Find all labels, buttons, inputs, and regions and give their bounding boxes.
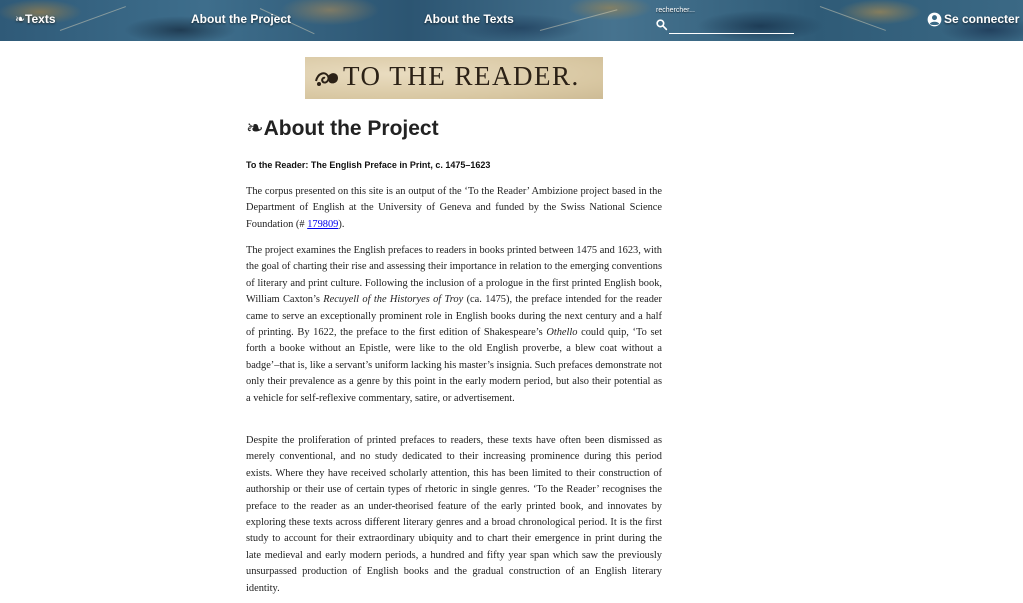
paragraph-text: could quip, ‘To set forth a booke without an Epistle, were like to the old English proverbe, a blew coat without a badge’–that is, like a servant’s uniform lacking his master’s insignia. Such prefaces demonstrate not only their prevalence as a genre by this point in the early modern period, but also their potential as a vehicle for self-reflexive commentary, satire, or advertisement. [246, 327, 662, 404]
search-label: rechercher... [656, 7, 695, 14]
nav-about-texts-link[interactable]: About the Texts [424, 12, 514, 26]
paragraph-text: The corpus presented on this site is an output of the ‘To the Reader’ Ambizione project based in the Department of English at the University of Geneva and funded by the Swiss National Science Foundation (# [246, 186, 662, 230]
fleuron-icon [313, 67, 341, 89]
paragraph-project [246, 243, 662, 407]
nav-texts-link[interactable]: ❧Texts [15, 12, 56, 26]
login-link[interactable]: Se connecter [944, 12, 1020, 26]
marble-vein [820, 6, 886, 31]
paragraph-intro [246, 184, 662, 233]
nav-about-project-link[interactable]: About the Project [191, 12, 292, 26]
paragraph-text: (ca. 1475), the preface intended for the reader came to serve an exceptionally prominent role in English books during the next century and a half of printing. By 1622, the preface to the first edition of Shakespeare’s [246, 294, 663, 339]
to-the-reader-banner [305, 57, 603, 99]
banner-title: TO THE READER. [343, 61, 580, 91]
search-icon[interactable] [655, 18, 668, 31]
book-title-recuyell: Recuyell of the Historyes of Troy [323, 294, 464, 306]
paragraph-text: ). [338, 218, 345, 230]
book-title-othello: Othello [546, 327, 578, 339]
marble-vein [60, 6, 126, 31]
marble-vein [540, 9, 618, 31]
page-title: ❧About the Project [246, 117, 439, 140]
grant-number-link[interactable]: 179809 [307, 218, 339, 230]
paragraph-text: The project examines the English prefaces to readers in books printed between 1475 and 1623, with the goal of charting their rise and assessing their importance in relation to the emerging conventions of literary and print culture. Following the inclusion of a prologue in the first printed English book, William Caxton’s [246, 245, 662, 306]
paragraph-scholarship: Despite the proliferation of printed prefaces to readers, these texts have often been dismissed as merely conventional, and no study dedicated to their increasing prominence during this period exists. Where they have received scholarly attention, this has been limited to their construction of authorship or their use of certain types of rhetoric in single genres. ‘To the Reader’ recognises the preface to the reader as an under-theorised feature of the early printed book, and innovates by exploring these texts across different literary genres and a broad chronological period. It is the first study to account for their extraordinary ubiquity and to chart their emergence in print during the late medieval and early modern periods, a hundred and fifty year span which saw the previously unsurpassed production of English books and the gradual construction of an English literary identity. [246, 435, 662, 594]
page-subtitle: To the Reader: The English Preface in Print, c. 1475–1623 [246, 160, 491, 170]
top-navigation-bar [0, 0, 1023, 41]
search-box [655, 7, 795, 35]
account-circle-icon[interactable] [927, 12, 942, 27]
search-input[interactable] [669, 17, 794, 34]
